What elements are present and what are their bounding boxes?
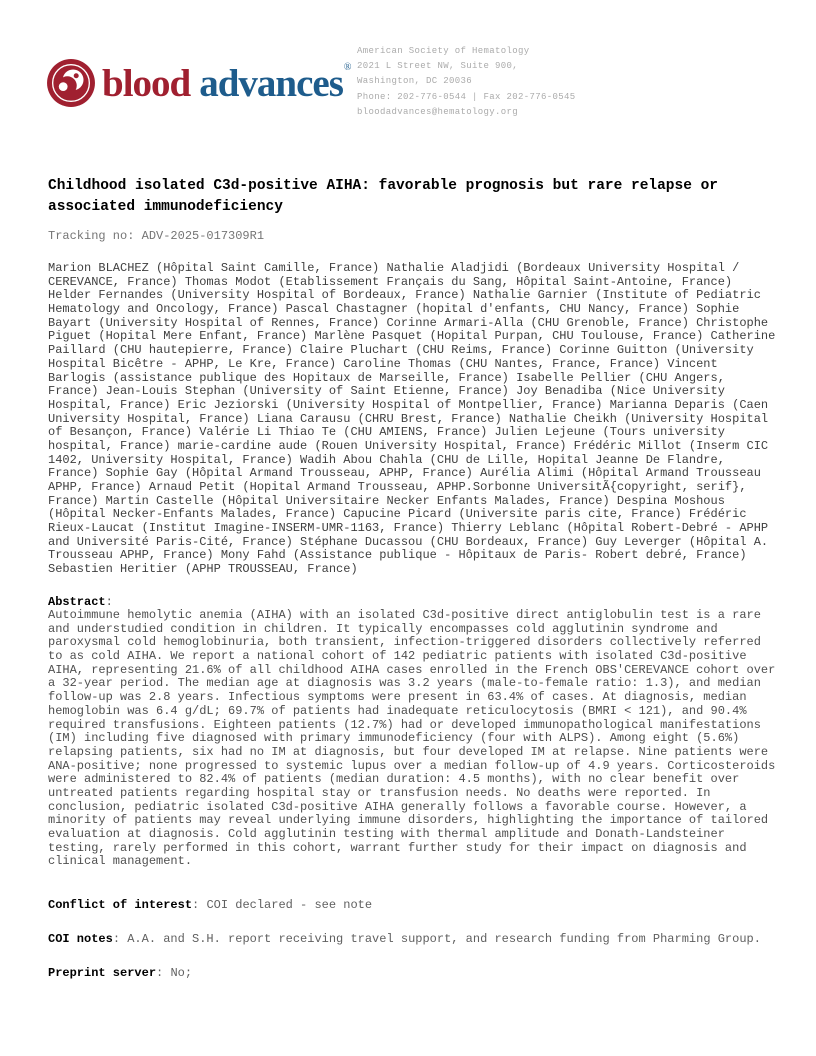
logo-word-advances: advances — [199, 61, 343, 105]
conflict-of-interest-line — [48, 899, 776, 913]
publisher-city: Washington, DC 20036 — [357, 76, 473, 87]
tracking-number: Tracking no: ADV-2025-017309R1 — [48, 229, 265, 243]
abstract-heading-colon: : — [105, 595, 113, 609]
publisher-phone-fax: Phone: 202-776-0544 | Fax 202-776-0545 — [357, 91, 576, 102]
separator: : — [156, 966, 171, 980]
preprint-server-line — [48, 967, 776, 981]
author-affiliation-list: Marion BLACHEZ (Hôpital Saint Camille, France) Nathalie Aladjidi (Bordeaux University Hospital / CEREVANCE, France) Thomas Modot (Etablissement Français du Sang, Hôpital Saint-Antoine, France) Helder Fernandes (University Hospital of Bordeaux, France) Nathalie Garnier (Institute of Pediatric Hematology and Oncology, France) Pascal Chastagner (hopital d'enfants, CHU Nancy, France) Sophie Bayart (University Hospital of Rennes, France) Corinne Armari-Alla (CHU Grenoble, France) Christophe Piguet (Hopital Mere Enfant, France) Marlène Pasquet (Hopital Purpan, CHU Toulouse, France) Catherine Paillard (CHU hautepierre, France) Claire Pluchart (CHU Reims, France) Corinne Guitton (University Hospital Bicêtre - APHP, Le Kre, France) Caroline Thomas (CHU Nantes, France, France) Vincent Barlogis (assistance publique des Hopitaux de Marseille, France) Isabelle Pellier (CHU Angers, France) Jean-Louis Stephan (University of Saint Etienne, France) Joy Benadiba (Nice University Hospital, France) Eric Jeziorski (University Hospital of Montpellier, France) Marianna Deparis (Caen University Hospital, France) Liana Carausu (CHRU Brest, France) Nathalie Cheikh (University Hospital of Besançon, France) Valérie Li Thiao Te (CHU AMIENS, France) Julien Lejeune (Tours university hospital, France) marie-cardine aude (Rouen University Hospital, France) Frédéric Millot (Inserm CIC 1402, University Hospital, France) Wadih Abou Chahla (CHU de Lille, Hopital Jeanne De Flandre, France) Sophie Gay (Hôpital Armand Trousseau, APHP, France) Aurélia Alimi (Hôpital Armand Trousseau APHP, France) Arnaud Petit (Hopital Armand Trousseau, APHP.Sorbonne UniversitÃ{copyright, serif}, France) Martin Castelle (Hôpital Universitaire Necker Enfants Malades, France) Despina Moshous (Hôpital Necker-Enfants Malades, France) Capucine Picard (Universite paris cite, France) Frédéric Rieux-Laucat (Institut Imagine-INSERM-UMR-1163, France) Thierry Leblanc (Hôpital Robert-Debré - APHP and Université Paris-Cité, France) Stéphane Ducassou (CHU Bordeaux, France) Guy Leverger (Hôpital A. Trousseau APHP, France) Mony Fahd (Assistance publique - Hôpitaux de Paris- Robert debré, France) Sebastien Heritier (APHP TROUSSEAU, France) — [48, 261, 776, 577]
publisher-street: 2021 L Street NW, Suite 900, — [357, 61, 519, 72]
preprint-server-label: Preprint server — [48, 966, 157, 980]
separator: : — [112, 932, 128, 946]
separator: : — [192, 898, 207, 912]
abstract-heading-label: Abstract — [48, 595, 106, 609]
article-title: Childhood isolated C3d-positive AIHA: favorable prognosis but rare relapse or associated immunodeficiency — [48, 178, 719, 215]
preprint-server-value: No; — [170, 966, 193, 980]
logo-word-blood: blood — [102, 61, 191, 105]
coi-notes-line — [48, 933, 776, 947]
registered-trademark-icon: ® — [343, 62, 352, 73]
blood-advances-logo — [46, 58, 352, 108]
abstract-text: Autoimmune hemolytic anemia (AIHA) with an isolated C3d-positive direct antiglobulin test is a rare and understudied condition in children. It typically encompasses cold agglutinin syndrome and paroxysmal cold hemoglobinuria, both transient, infection-triggered disorders collectively referred to as cold AIHA. We report a national cohort of 142 pediatric patients with isolated C3d-positive AIHA, representing 21.6% of all childhood AIHA cases enrolled in the French OBS'CEREVANCE cohort over a 32-year period. The median age at diagnosis was 3.2 years (male-to-female ratio: 1.3), and median follow-up was 2.8 years. Infectious symptoms were present in 63.4% of cases. At diagnosis, median hemoglobin was 6.4 g/dL; 69.7% of patients had inadequate reticulocytosis (BMRI < 121), and 90.4% required transfusions. Eighteen patients (12.7%) had or developed immunopathological manifestations (IM) including five diagnosed with primary immunodeficiency (four with ALPS). Among eight (5.6%) relapsing patients, six had no IM at diagnosis, but four developed IM at relapse. Nine patients were ANA-positive; none progressed to systemic lupus over a median follow-up of 4.9 years. Corticosteroids were administered to 82.4% of patients (median duration: 4.5 months), with no clear benefit over untreated patients regarding hospital stay or transfusion needs. No deaths were reported. In conclusion, pediatric isolated C3d-positive AIHA generally follows a favorable course. However, a minority of patients may reveal underlying immune disorders, highlighting the importance of tailored evaluation at diagnosis. Cold agglutinin testing with thermal amplitude and Donath-Landsteiner testing, rarely performed in this cohort, warrant further study for their impact on diagnosis and clinical management. — [48, 608, 776, 869]
abstract-heading — [48, 595, 113, 609]
conflict-of-interest-label: Conflict of interest — [48, 898, 193, 912]
coi-notes-value: A.A. and S.H. report receiving travel support, and research funding from Pharming Group. — [127, 932, 761, 946]
publisher-contact-block — [357, 44, 576, 120]
coi-notes-label: COI notes — [48, 932, 113, 946]
publisher-name: American Society of Hematology — [357, 46, 530, 56]
conflict-of-interest-value: COI declared - see note — [206, 898, 373, 912]
ash-seal-icon — [46, 58, 96, 108]
publisher-email: bloodadvances@hematology.org — [357, 106, 519, 117]
